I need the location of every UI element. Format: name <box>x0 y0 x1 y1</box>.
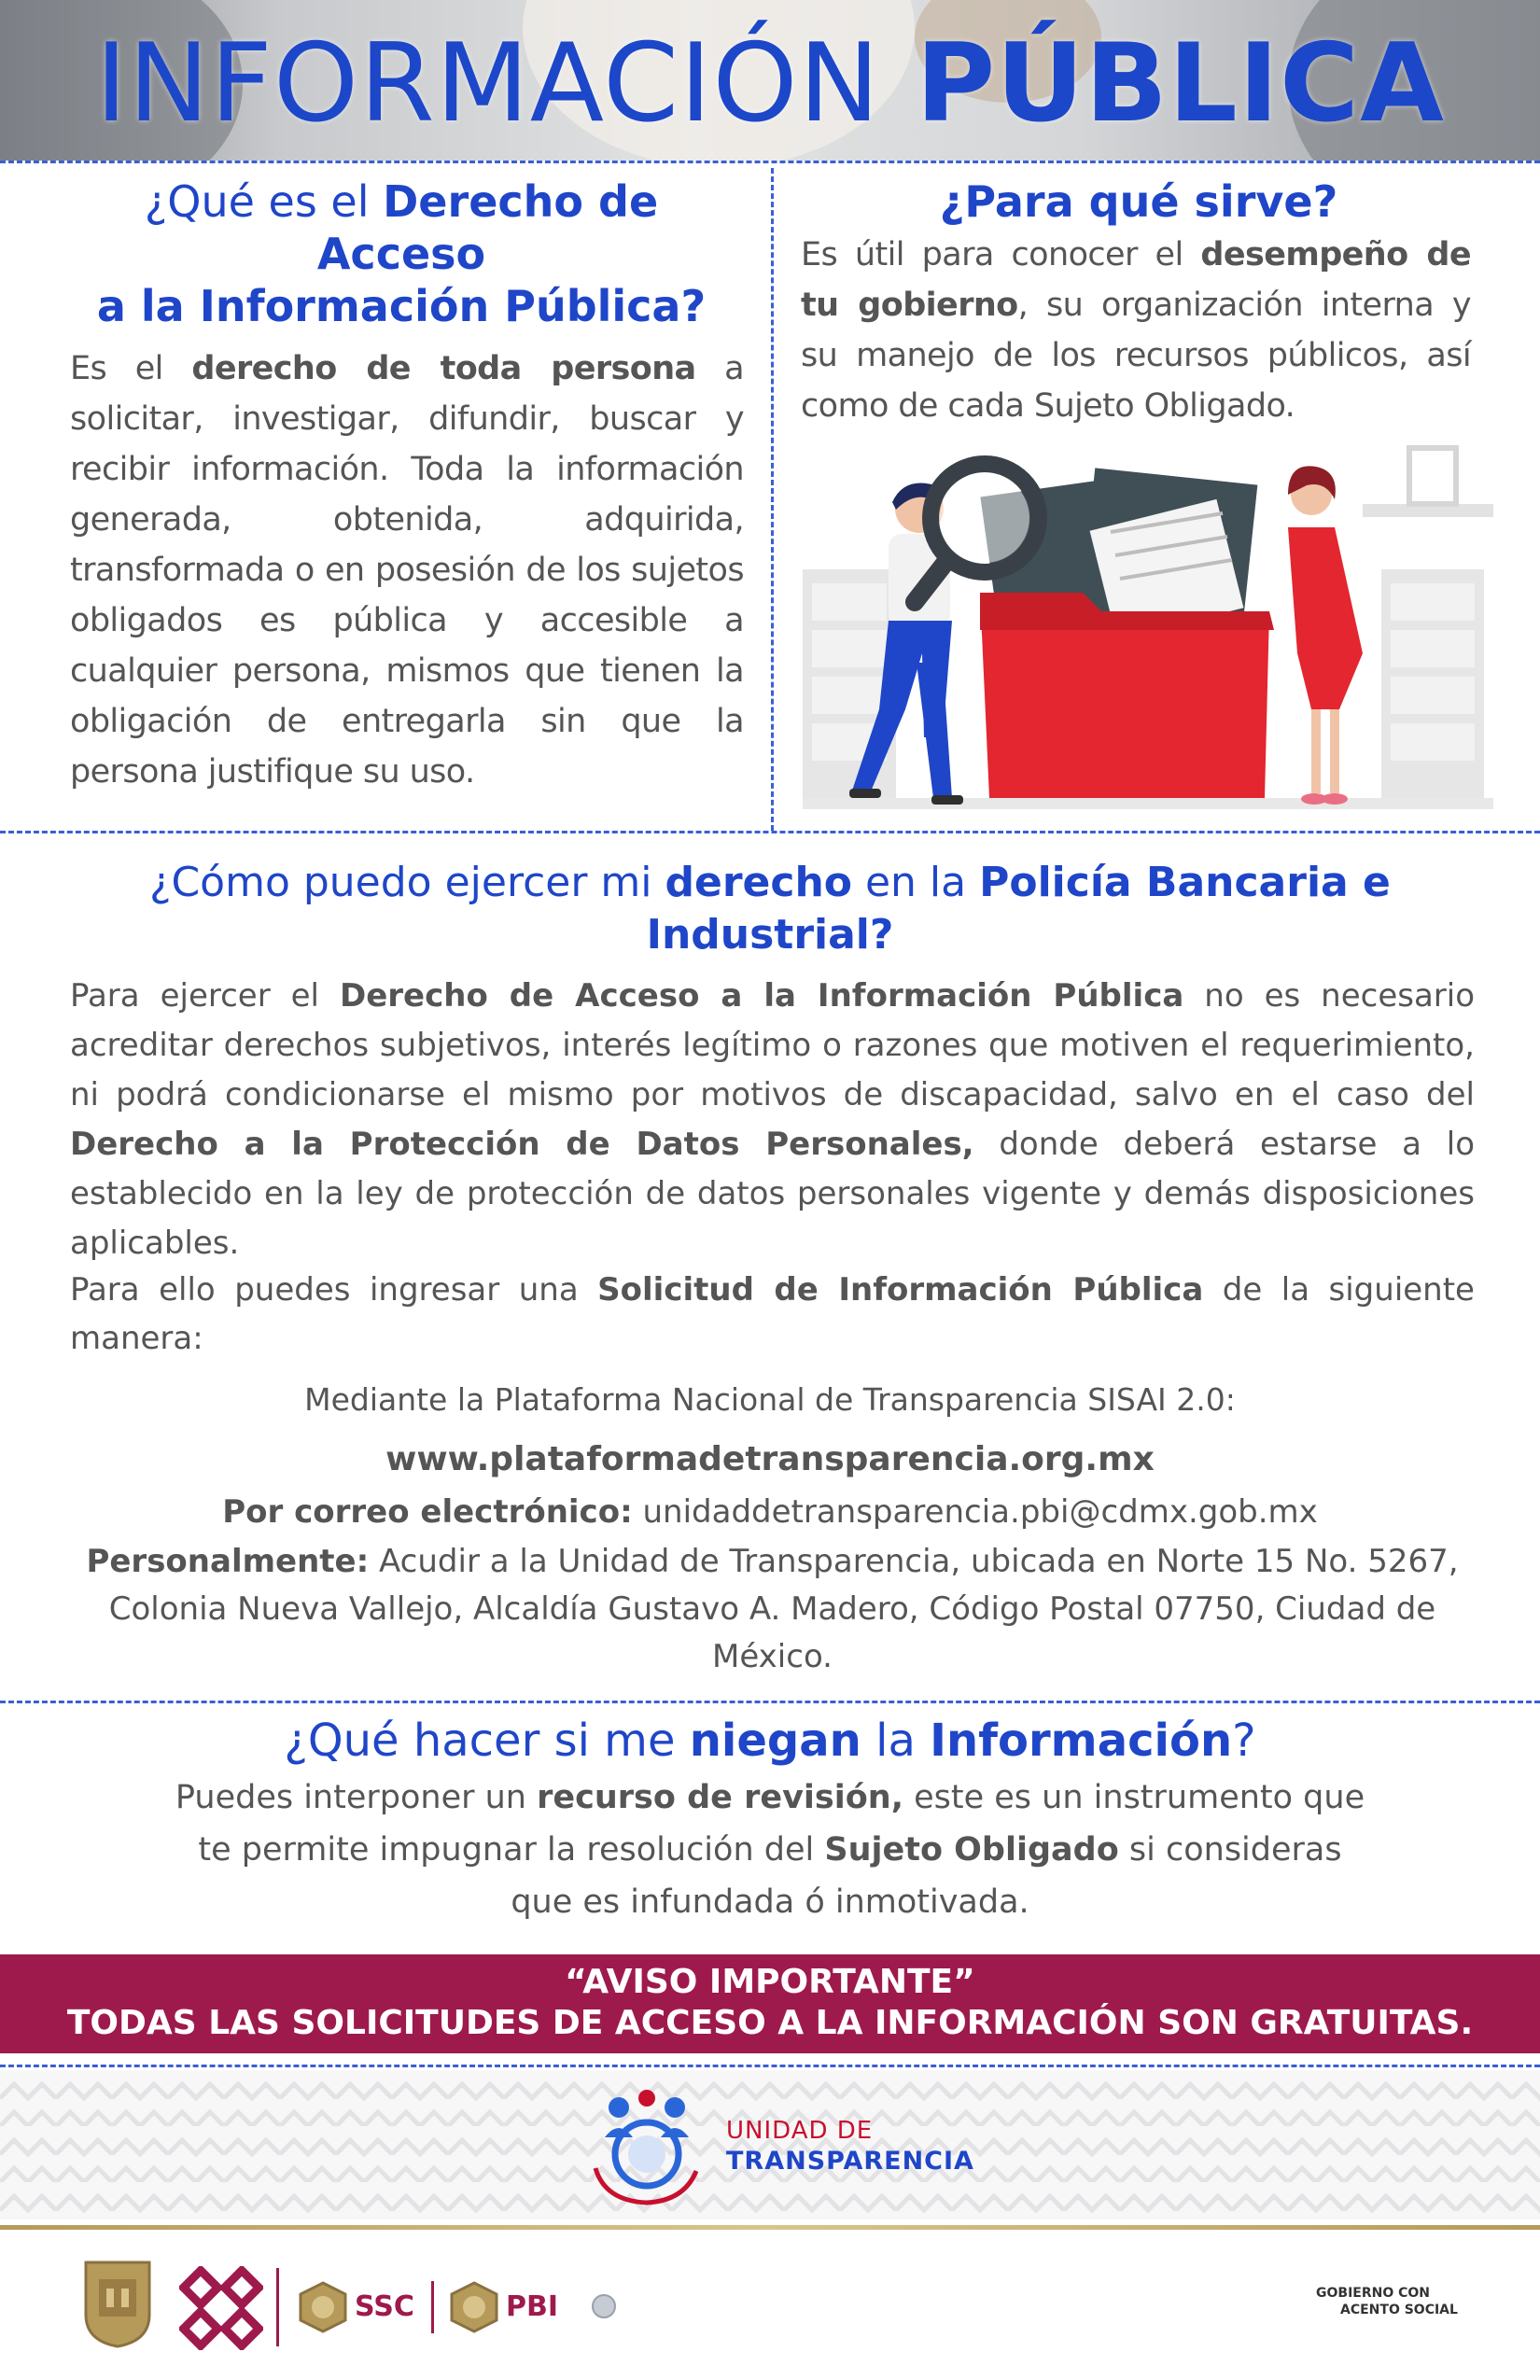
correo-label: Por correo electrónico: <box>222 1493 633 1531</box>
footer-separator <box>276 2268 279 2346</box>
p-bold: derecho de toda persona <box>191 350 696 387</box>
p1-bold-2: Derecho a la Protección de Datos Personales, <box>70 1126 974 1163</box>
ssc-badge-icon <box>297 2281 349 2333</box>
divider <box>0 161 1540 163</box>
title-thin: INFORMACIÓN <box>95 21 881 147</box>
gobierno-line-1: GOBIERNO CON <box>1316 2286 1431 2301</box>
p-prefix: Puedes interponer un <box>175 1779 538 1816</box>
small-seal-icon <box>592 2294 616 2318</box>
title-bold-2: Policía Bancaria e Industrial? <box>646 859 1391 959</box>
cdmx-icon <box>179 2266 263 2350</box>
como-paragraph-2 <box>70 1266 1475 1363</box>
niegan-paragraph <box>163 1771 1377 1928</box>
title-mid: en la <box>852 859 980 906</box>
gobierno-acento-social <box>1316 2285 1465 2318</box>
logo-line-2: TRANSPARENCIA <box>726 2147 974 2176</box>
footer-separator <box>431 2281 434 2333</box>
q-prefix: ¿Qué es el <box>144 176 384 227</box>
personal-value: Acudir a la Unidad de Transparencia, ubicada en Norte 15 No. 5267, Colonia Nueva Vallejo, Alcaldía Gustavo A. Madero, Código Postal 07750, Ciudad de México. <box>108 1543 1459 1675</box>
logo-line-1: UNIDAD DE <box>726 2117 874 2145</box>
p-rest: si consideras que es infundada ó inmotivada. <box>511 1831 1342 1921</box>
title-bold-2: Información <box>930 1715 1233 1767</box>
pbi-badge-icon <box>448 2281 500 2333</box>
left-paragraph <box>70 343 744 797</box>
plataforma-url[interactable]: www.plataformadetransparencia.org.mx <box>385 1440 1155 1478</box>
p-bold-2: Sujeto Obligado <box>824 1831 1119 1869</box>
title-mid: la <box>861 1715 931 1767</box>
gobierno-line-2: ACENTO SOCIAL <box>1340 2303 1458 2317</box>
title-bold: PÚBLICA <box>916 21 1445 147</box>
pbi-label: PBI <box>506 2290 559 2323</box>
aviso-line-2: TODAS LAS SOLICITUDES DE ACCESO A LA INFORMACIÓN SON GRATUITAS. <box>66 2004 1474 2042</box>
plataforma-line: Mediante la Plataforma Nacional de Transparencia SISAI 2.0: <box>304 1381 1236 1418</box>
divider <box>0 2065 1540 2067</box>
personal-label: Personalmente: <box>86 1543 370 1580</box>
p2-prefix: Para ello puedes ingresar una <box>70 1271 598 1309</box>
title-bold-1: niegan <box>689 1715 861 1767</box>
shield-icon <box>82 2259 153 2348</box>
divider <box>0 1701 1540 1703</box>
title-bold-1: derecho <box>665 859 852 906</box>
ssc-logo <box>297 2279 418 2335</box>
niegan-title <box>0 1712 1540 1770</box>
correo-value[interactable]: unidaddetransparencia.pbi@cdmx.gob.mx <box>632 1493 1318 1531</box>
p-bold: desempeño de tu gobierno <box>801 236 1471 324</box>
people-folder-illustration <box>803 429 1493 812</box>
correo-line <box>0 1490 1540 1534</box>
cdmx-shield-logo <box>82 2259 153 2348</box>
ssc-label: SSC <box>355 2290 414 2323</box>
p2-rest: de la siguiente manera: <box>70 1271 1475 1357</box>
p-prefix: Es útil para conocer el <box>801 236 1201 273</box>
cdmx-logo <box>179 2266 263 2350</box>
title-prefix: ¿Cómo puedo ejercer mi <box>149 859 665 906</box>
q-bold: Derecho de Acceso <box>316 176 659 279</box>
column-divider <box>771 168 774 831</box>
p1-mid: no es necesario acreditar derechos subjetivos, interés legítimo o razones que motiven el requerimiento, ni podrá condicionarse el mismo por motivos de discapacidad, salvo en el caso del <box>70 977 1476 1113</box>
page-title <box>0 19 1540 149</box>
transparency-icon <box>586 2079 707 2206</box>
como-title <box>37 857 1503 961</box>
header-banner <box>0 0 1540 161</box>
p-rest: a solicitar, investigar, difundir, buscar y recibir información. Toda la información generada, obtenida, adquirida, transformada o en posesión de los sujetos obligados es pública y accesible a cualquier persona, mismos que tienen la obligación de entregarla sin que la persona justifique su uso. <box>70 350 744 791</box>
aviso-banner <box>0 1954 1540 2053</box>
right-question-title: ¿Para qué sirve? <box>939 176 1338 227</box>
q-bold-2: a la Información Pública? <box>96 281 707 331</box>
divider <box>0 831 1540 833</box>
title-suffix: ? <box>1232 1715 1256 1767</box>
aviso-line-1: “AVISO IMPORTANTE” <box>565 1963 975 2001</box>
p-bold-1: recurso de revisión, <box>537 1779 903 1816</box>
p1-prefix: Para ejercer el <box>70 977 340 1015</box>
right-paragraph <box>801 230 1471 431</box>
title-prefix: ¿Qué hacer si me <box>284 1715 690 1767</box>
p1-bold-1: Derecho de Acceso a la Información Pública <box>339 977 1184 1015</box>
p1-rest: donde deberá estarse a lo establecido en la ley de protección de datos personales vigente y demás disposiciones aplicables. <box>70 1126 1475 1262</box>
pbi-logo <box>448 2279 569 2335</box>
personal-line <box>70 1538 1475 1681</box>
p-rest: , su organización interna y su manejo de los recursos públicos, así como de cada Sujeto Obligado. <box>801 287 1471 425</box>
como-paragraph-1 <box>70 972 1475 1268</box>
p-mid: este es un instrumento que te permite impugnar la resolución del <box>198 1779 1365 1869</box>
p2-bold: Solicitud de Información Pública <box>597 1271 1204 1309</box>
left-question-title <box>56 175 747 332</box>
unidad-transparencia-logo <box>586 2079 978 2206</box>
gold-divider <box>0 2225 1540 2230</box>
p-prefix: Es el <box>70 350 192 387</box>
